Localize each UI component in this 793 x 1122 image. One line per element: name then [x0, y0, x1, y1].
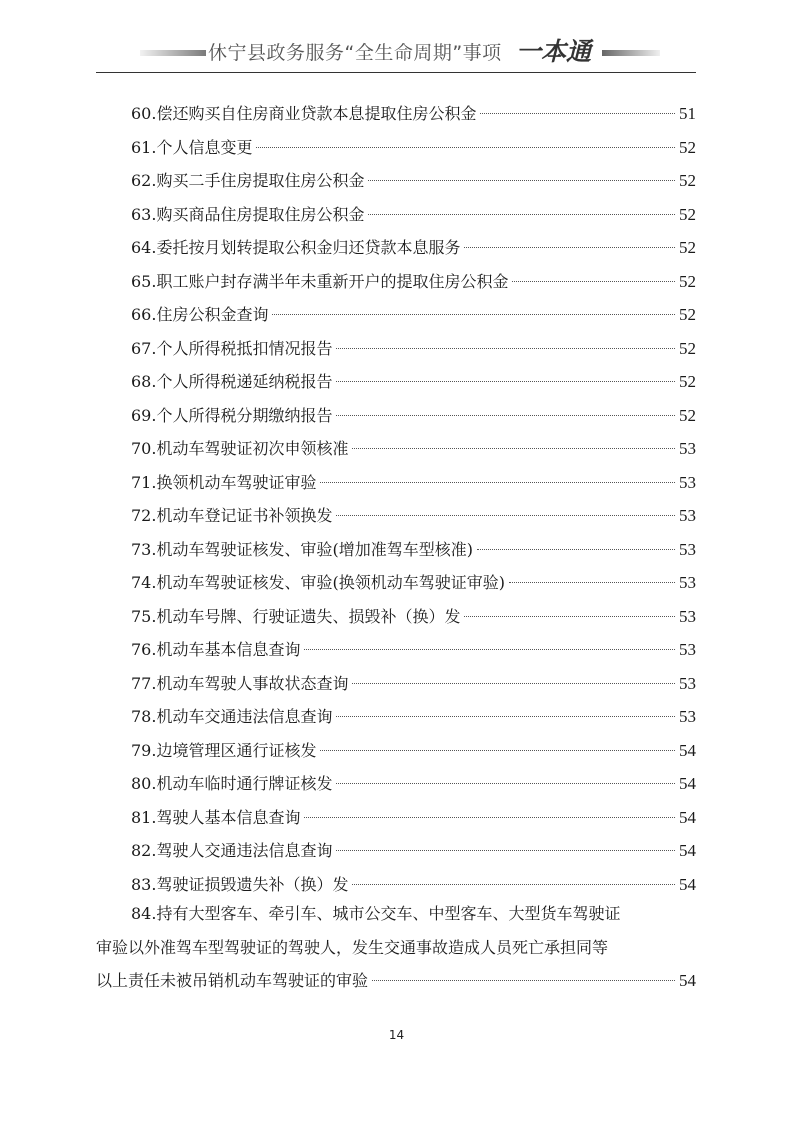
toc-entry-label: 64.委托按月划转提取公积金归还贷款本息服务 [131, 238, 461, 257]
toc-entry-label: 77.机动车驾驶人事故状态查询 [131, 673, 349, 693]
toc-entry-page: 52 [679, 405, 696, 425]
toc-entry [131, 365, 696, 399]
header-divider [96, 72, 696, 73]
toc-leader-dots [336, 783, 675, 784]
toc-entry [131, 633, 696, 667]
toc-leader-dots [509, 582, 675, 583]
toc-entry [131, 432, 696, 466]
toc-entry-page: 53 [679, 673, 696, 693]
toc-leader-dots [464, 247, 675, 248]
toc-entry-page: 52 [679, 238, 696, 257]
toc-entry-label: 81.驾驶人基本信息查询 [131, 807, 301, 827]
toc-entry [131, 700, 696, 734]
toc-entry-page: 53 [679, 640, 696, 659]
toc-entry [131, 566, 696, 600]
toc-entry-page: 51 [679, 104, 696, 123]
toc-long-line-3 [96, 964, 696, 998]
toc-leader-dots [272, 314, 675, 315]
toc-entry [131, 97, 696, 131]
toc-entry [131, 231, 696, 265]
header-decor-bar-left [140, 50, 206, 56]
toc-entry-page: 53 [679, 439, 696, 458]
toc-entry-label: 80.机动车临时通行牌证核发 [131, 774, 333, 793]
toc-entry-label: 70.机动车驾驶证初次申领核准 [131, 439, 349, 458]
toc-entry-page: 52 [679, 372, 696, 391]
toc-entry [131, 533, 696, 567]
toc-entry-label: 66.住房公积金查询 [131, 305, 269, 324]
toc-long-label: 以上责任未被吊销机动车驾驶证的审验 [96, 971, 369, 990]
toc-leader-dots [352, 683, 675, 684]
toc-long-line-2: 审验以外准驾车型驾驶证的驾驶人，发生交通事故造成人员死亡承担同等 [96, 937, 609, 957]
toc-entry-page: 52 [679, 137, 696, 157]
toc-leader-dots [512, 281, 675, 282]
toc-entry [131, 399, 696, 433]
toc-entry-page: 53 [679, 472, 696, 492]
toc-entry-label: 72.机动车登记证书补领换发 [131, 506, 333, 525]
toc-entry-page: 52 [679, 305, 696, 324]
toc-entry [131, 131, 696, 165]
toc-entry-label: 62.购买二手住房提取住房公积金 [131, 171, 365, 190]
toc-entry [131, 499, 696, 533]
toc-entry-page: 53 [679, 573, 696, 592]
toc-entry-page: 52 [679, 204, 696, 224]
toc-leader-dots [352, 884, 675, 885]
toc-entry-label: 65.职工账户封存满半年未重新开户的提取住房公积金 [131, 271, 509, 291]
toc-entry-page: 53 [679, 707, 696, 726]
header-decor-bar-right [602, 50, 660, 56]
toc-leader-dots [256, 147, 675, 148]
toc-long-page: 54 [679, 971, 696, 990]
toc-entry [131, 767, 696, 801]
toc-entry-long [96, 897, 696, 998]
toc-entry [131, 868, 696, 902]
toc-leader-dots [477, 549, 675, 550]
toc-leader-dots [336, 850, 675, 851]
toc-leader-dots [320, 750, 675, 751]
toc-leader-dots [464, 616, 675, 617]
toc-leader-dots [336, 716, 675, 717]
toc-entry [131, 801, 696, 835]
toc-entry-page: 54 [679, 807, 696, 827]
toc-entry [131, 600, 696, 634]
toc-leader-dots [336, 415, 675, 416]
toc-entry-label: 75.机动车号牌、行驶证遗失、损毁补（换）发 [131, 606, 461, 626]
toc-entry [131, 834, 696, 868]
toc-leader-dots [304, 649, 675, 650]
page-number: 14 [388, 1028, 405, 1042]
toc-entry-page: 52 [679, 171, 696, 190]
toc-entry-label: 60.偿还购买自住房商业贷款本息提取住房公积金 [131, 104, 477, 123]
toc-entry-page: 54 [679, 740, 696, 760]
toc-entry-page: 54 [679, 774, 696, 793]
toc-leader-dots [480, 113, 675, 114]
toc-entry-page: 52 [679, 271, 696, 291]
toc-entry-page: 54 [679, 841, 696, 860]
toc-entry-label: 76.机动车基本信息查询 [131, 640, 301, 659]
toc-entry-label: 63.购买商品住房提取住房公积金 [131, 204, 365, 224]
toc-entry [131, 164, 696, 198]
toc-entry-page: 53 [679, 606, 696, 626]
toc-leader-dots [368, 214, 675, 215]
toc-entry-label: 69.个人所得税分期缴纳报告 [131, 405, 333, 425]
toc-entry-label: 83.驾驶证损毁遗失补（换）发 [131, 874, 349, 894]
toc-entry-label: 73.机动车驾驶证核发、审验(增加准驾车型核准) [131, 539, 473, 559]
toc-leader-dots [320, 482, 675, 483]
toc-entry [131, 198, 696, 232]
toc-entry-label: 74.机动车驾驶证核发、审验(换领机动车驾驶证审验) [131, 573, 505, 592]
header-brand: 一本通 [516, 37, 592, 66]
toc-entry-label: 79.边境管理区通行证核发 [131, 740, 317, 760]
toc-entry [131, 667, 696, 701]
toc-entry [131, 734, 696, 768]
toc-entry-page: 54 [679, 874, 696, 894]
toc-entry [131, 265, 696, 299]
toc-entry [131, 332, 696, 366]
toc-entry-label: 71.换领机动车驾驶证审验 [131, 472, 317, 492]
toc-leader-dots [336, 348, 675, 349]
table-of-contents [131, 97, 696, 901]
toc-entry-page: 52 [679, 338, 696, 358]
toc-entry-label: 67.个人所得税抵扣情况报告 [131, 338, 333, 358]
toc-leader-dots [336, 515, 675, 516]
header-title: 休宁县政务服务“全生命周期”事项 [208, 42, 502, 64]
toc-entry-page: 53 [679, 506, 696, 525]
toc-leader-dots [368, 180, 675, 181]
toc-entry-label: 61.个人信息变更 [131, 137, 253, 157]
toc-entry-label: 78.机动车交通违法信息查询 [131, 707, 333, 726]
toc-entry-page: 53 [679, 539, 696, 559]
toc-entry-label: 68.个人所得税递延纳税报告 [131, 372, 333, 391]
toc-long-line-1: 84.持有大型客车、牵引车、城市公交车、中型客车、大型货车驾驶证 [131, 904, 621, 923]
toc-leader-dots [336, 381, 675, 382]
toc-entry-label: 82.驾驶人交通违法信息查询 [131, 841, 333, 860]
toc-leader-dots [352, 448, 675, 449]
toc-leader-dots [304, 817, 675, 818]
toc-leader-dots [372, 980, 675, 981]
toc-entry [131, 466, 696, 500]
page-header [0, 30, 793, 76]
toc-entry [131, 298, 696, 332]
